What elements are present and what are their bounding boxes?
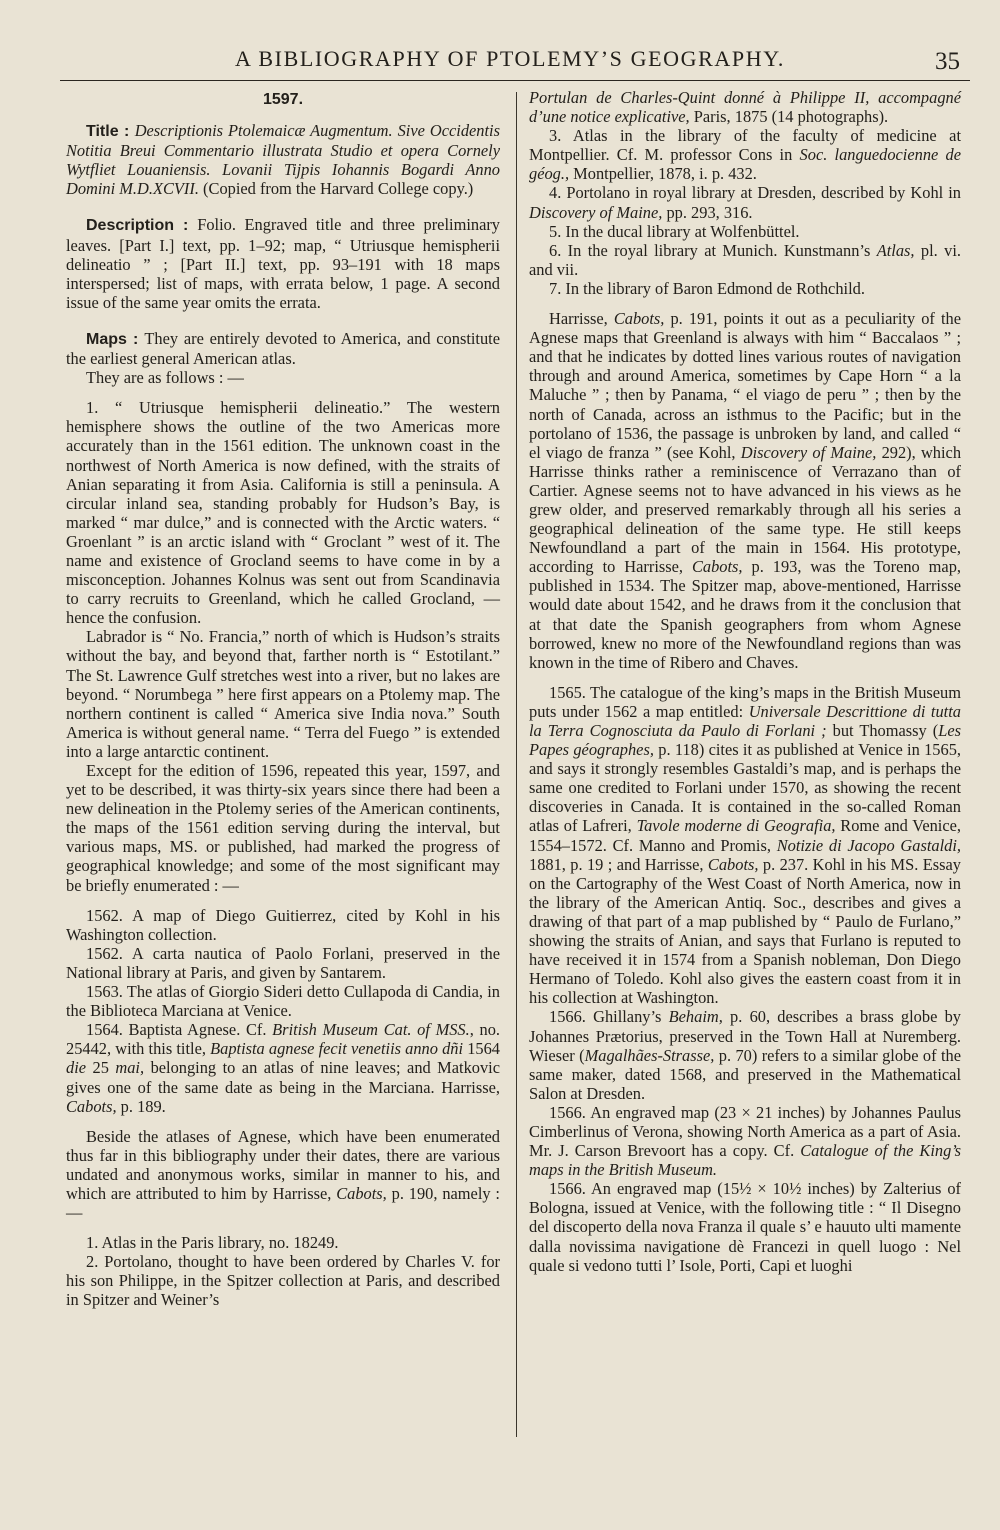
list-item-4: 4. Portolano in royal library at Dresden, described by Kohl in Discovery of Maine, pp. 293, 316. — [529, 183, 961, 222]
entry-1562-b: 1562. A carta nautica of Paolo Forlani, preserved in the National library at Paris, and given by Santarem. — [66, 943, 500, 982]
maps-entry: Maps : They are entirely devoted to America, and constitute the earliest general American atlas. — [66, 328, 501, 369]
title-entry: Title : Descriptionis Ptolemaicæ Augmentum. Sive Occidentis Notitia Breui Commentario illustrata Studio et opera Cornely Wytfliet Louaniensis. Lovanii Tijpis Iohannis Bogardi Anno Domini M.D.XCVII. (Copied from the Harvard College copy.) — [66, 121, 500, 199]
right-column — [529, 88, 961, 1275]
title-text: Descriptionis Ptolemaicæ Augmentum. Sive Occidentis Notitia Breui Commentario illustrata Studio et opera Cornely Wytfliet Louaniensis. Lovanii Tijpis Iohannis Bogardi Anno Domini M.D.XCVII. — [66, 121, 500, 199]
list-item-5: 5. In the ducal library at Wolfenbüttel. — [549, 221, 800, 241]
beside-paragraph: Beside the atlases of Agnese, which have been enumerated thus far in this bibliography under their dates, there are various undated and anonymous works, similar in manner to his, and which are attributed to him by Harrisse, Cabots, p. 190, namely : — — [66, 1126, 500, 1223]
except-paragraph: Except for the edition of 1596, repeated this year, 1597, and yet to be described, it was thirty-six years since there had been a new delineation in the Ptolemy series of the American continents, the maps of the 1561 edition serving during the interval, but various maps, MS. or published, had marked the progress of geographical knowledge; and some of the most significant may be briefly enumerated : — — [66, 761, 500, 895]
description-entry: Description : Folio. Engraved title and three preliminary leaves. [Part I.] text, pp. 1–92; map, “ Utriusque hemispherii delineatio ” ; [Part II.] text, pp. 93–191 with 18 maps interspersed; list of maps, with errata below, 1 page. A second issue of the same year omits the errata. — [66, 215, 500, 312]
entry-1564: 1564. Baptista Agnese. Cf. British Museum Cat. of MSS., no. 25442, with this title, Baptista agnese fecit venetiis anno dñi 1564 die 25 mai, belonging to an atlas of nine leaves; and Matkovic gives one of the same date as being in the Marciana. Harrisse, Cabots, p. 189. — [66, 1020, 500, 1116]
as-follows: They are as follows : — — [86, 368, 244, 388]
running-head — [60, 40, 970, 81]
list-item-7: 7. In the library of Baron Edmond de Rothchild. — [549, 278, 865, 298]
title-label: Title — [86, 123, 119, 141]
maps-label: Maps — [86, 330, 127, 348]
description-text: Folio. Engraved title and three preliminary leaves. [Part I.] text, pp. 1–92; map, “ Utriusque hemispherii delineatio ” ; [Part II.] text, pp. 93–191 with 18 maps interspersed; list of maps, with errata below, 1 page. A second issue of the same year omits the errata. — [66, 215, 500, 312]
description-label: Description — [86, 217, 175, 235]
list-item-2: 2. Portolano, thought to have been ordered by Charles V. for his son Philippe, in the Spitzer collection at Paris, and described in Spitzer and Weiner’s — [66, 1252, 500, 1310]
title-note: (Copied from the Harvard College copy.) — [203, 179, 474, 199]
continuation: Portulan de Charles-Quint donné à Philippe II, accompagné d’une notice explicative, Paris, 1875 (14 photographs). — [529, 88, 961, 127]
column-divider — [516, 92, 517, 1437]
labrador-paragraph: Labrador is “ No. Francia,” north of which is Hudson’s straits without the bay, and beyond that, farther north is “ Estotilant.” The St. Lawrence Gulf stretches west into a river, but no lakes are beyond. “ Norumbega ” here first appears on a Ptolemy map. The northern continent is called “ America sive India nova.” South America is without general name. “ Terra del Fuego ” is extended into a large antarctic continent. — [66, 627, 500, 761]
left-column — [66, 88, 500, 1310]
harrisse-paragraph: Harrisse, Cabots, p. 191, points it out as a peculiarity of the Agnese maps that Greenland is always with him “ Baccalaos ” ; and that he indicates by dotted lines various routes of navigation through and around America, sometimes by Cape Horn “ a la Maluche ” ; then by Panama, “ el viago de peru ” ; then by the north of Canada, across an isthmus to the Pacific; but in the portolano of 1536, the passage is unbroken by land, and called “ el viago de franza ” (see Kohl, Discovery of Maine, 292), which Harrisse thinks rather a reminiscence of Verrazano than of Cartier. Agnese seems not to have advanced in his views as he grew older, and preserved remarkably through all his series a geographical delineation of the same type. He still keeps Newfoundland a part of the main in 1564. His prototype, according to Harrisse, Cabots, p. 193, was the Toreno map, published in 1534. The Spitzer map, above-mentioned, Harrisse would date about 1542, and he draws from it the conclusion that at that date the Spanish geographers from whom Agnese borrowed, knew no more of the Newfoundland regions than was known in the time of Ribero and Chaves. — [529, 309, 962, 672]
entry-1562-a: 1562. A map of Diego Guitierrez, cited by Kohl in his Washington collection. — [66, 905, 500, 944]
entry-1563: 1563. The atlas of Giorgio Sideri detto Cullapoda di Candia, in the Biblioteca Marciana at Venice. — [66, 982, 500, 1021]
page-number: 35 — [935, 48, 960, 75]
running-title: A BIBLIOGRAPHY OF PTOLEMY’S GEOGRAPHY. — [235, 46, 785, 71]
year-heading: 1597. — [262, 91, 304, 108]
entry-1566-c: 1566. An engraved map (15½ × 10½ inches) by Zalterius of Bologna, issued at Venice, with the following title : “ Il Disegno del discoperto della nova Franza il quale s’ e hauuto ulti mamente dalla novissima navigatione dè Francezi in quell luogo : Nel quale si vedono tutti l’ Isole, Porti, Capi et luoghi — [529, 1179, 961, 1275]
map-1-paragraph: 1. “ Utriusque hemispherii delineatio.” The western hemisphere shows the outline of the two Americas more accurately than in the 1561 edition. The unknown coast in the northwest of North America is now defined, with the straits of Anian separating it from Asia. California is still a peninsula. A circular inland sea, standing probably for Hudson’s Bay, is marked “ mar dulce,” and is connected with the Arctic waters. “ Groenlant ” is an arctic island with “ Groclant ” west of it. The name and existence of Grocland seems to have come in by a misconception. Johannes Kolnus was sent out from Scandinavia to carry recruits to Greenland, which he called Grocland, — hence the confusion. — [66, 398, 500, 628]
maps-text: They are entirely devoted to America, and constitute the earliest general American atlas. — [66, 328, 501, 369]
entry-1565: 1565. The catalogue of the king’s maps in the British Museum puts under 1562 a map entitled: Universale Descrittione di tutta la Terra Cognosciuta da Paulo di Forlani ; but Thomassy (Les Papes géographes, p. 118) cites it as published at Venice in 1565, and says it strongly resembles Gastaldi’s map, and is perhaps the same one credited to Forlani under 1570, as showing the recent discoveries in Canada. It is contained in the so-called Roman atlas of Lafreri, Tavole moderne di Geografia, Rome and Venice, 1554–1572. Cf. Manno and Promis, Notizie di Jacopo Gastaldi, 1881, p. 19 ; and Harrisse, Cabots, p. 237. Kohl in his MS. Essay on the Cartography of the West Coast of North America, now in the library of the American Antiq. Soc., describes and gives a drawing of that part of a map published by “ Paulo de Furlano,” showing the straits of Anian, and says that Furlano is reputed to have received it in 1574 from a Spanish nobleman, Don Diego Hermano of Toledo. Kohl also gives the eastern coast from it in his collection at Washington. — [529, 682, 961, 1008]
list-item-1: 1. Atlas in the Paris library, no. 18249. — [86, 1233, 339, 1253]
list-item-3: 3. Atlas in the library of the faculty of medicine at Montpellier. Cf. M. professor Cons in Soc. languedocienne de géog., Montpellier, 1878, i. p. 432. — [529, 126, 961, 184]
entry-1566-a: 1566. Ghillany’s Behaim, p. 60, describes a brass globe by Johannes Prætorius, preserved in the Town Hall at Nuremberg. Wieser (Magalhães-Strasse, p. 70) refers to a similar globe of the same maker, dated 1568, and preserved in the Mathematical Salon at Dresden. — [529, 1007, 961, 1103]
list-item-6: 6. In the royal library at Munich. Kunstmann’s Atlas, pl. vi. and vii. — [529, 240, 961, 279]
entry-1566-b: 1566. An engraved map (23 × 21 inches) by Johannes Paulus Cimberlinus of Verona, showing North America as a part of Asia. Mr. J. Carson Brevoort has a copy. Cf. Catalogue of the King’s maps in the British Museum. — [529, 1102, 961, 1180]
